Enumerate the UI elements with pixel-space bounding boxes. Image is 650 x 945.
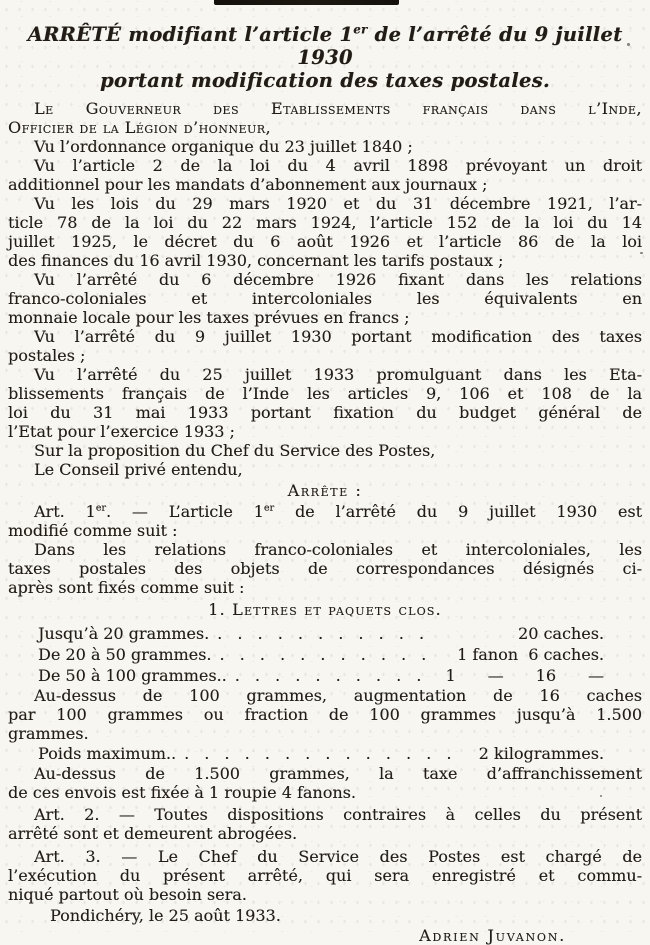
text-line: modifié comme suit : [8, 521, 178, 540]
dot-leader: . . . . . . . . . . . [217, 624, 429, 643]
article-1-intro [8, 540, 642, 597]
text-line: l’exécution du présent arrêté, qui sera enregistré et commu- [8, 866, 642, 885]
tariff-table [38, 623, 604, 686]
recital-paragraph [8, 441, 642, 460]
text-line: Art. 2. — Toutes dispositions contraires à celles du présent [34, 805, 642, 824]
text-line: taxes postales des objets de correspondances désignés ci- [8, 559, 642, 578]
text-line: après sont fixés comme suit : [8, 578, 245, 597]
tariff-value: 2 kilogrammes. [478, 744, 604, 763]
recital-paragraph [8, 194, 642, 270]
tariff-label: De 20 à 50 grammes. [38, 645, 212, 664]
ink-speck [627, 43, 630, 46]
text-line: arrêté sont et demeurent abrogées. [8, 824, 298, 843]
surcharge-note [8, 686, 642, 743]
text-line: postales ; [8, 346, 86, 365]
tariff-row [38, 743, 604, 764]
decree-title-line-1: ARRÊTÉ modifiant l’article 1er de l’arrêté du 9 juillet 1930 [27, 22, 623, 69]
arrete-heading: Arrête : [287, 481, 363, 500]
text-line: Au-dessus de 1.500 grammes, la taxe d’affranchissement [34, 764, 642, 783]
text-line: l’Etat pour l’exercice 1933 ; [8, 422, 235, 441]
decree-title [8, 23, 642, 92]
salutation-line-1: Le Gouverneur des Etablissements français dans l’Inde, [34, 99, 642, 118]
dot-leader: . . . . . . . . . . . . . . [184, 744, 457, 763]
text-line: monnaie locale pour les taxes prévues en francs ; [8, 308, 410, 327]
dot-leader: . . . . . . . . . . . [219, 645, 432, 664]
recitals [8, 137, 642, 479]
ink-speck [600, 795, 602, 797]
text-line: Vu l’article 2 de la loi du 4 avril 1898 prévoyant un droit [34, 156, 642, 175]
recital-paragraph [8, 270, 642, 327]
text-line: franco-coloniales et intercoloniales les équivalents en [8, 289, 642, 308]
ink-speck [640, 252, 643, 254]
dateline: Pondichéry, le 25 août 1933. [50, 906, 281, 925]
text-line: juillet 1925, le décret du 6 août 1926 et l’article 86 de la loi [8, 232, 642, 251]
text-line: Art. 3. — Le Chef du Service des Postes est chargé de [34, 847, 642, 866]
recital-paragraph [8, 156, 642, 194]
text-line: Sur la proposition du Chef du Service des Postes, [34, 441, 436, 460]
text-line: Vu l’ordonnance organique du 23 juillet 1840 ; [34, 137, 413, 156]
cropped-previous-text-artifact [214, 0, 399, 5]
tariff-row [38, 644, 604, 665]
text-line: niqué partout où besoin sera. [8, 885, 247, 904]
text-line: Au-dessus de 100 grammes, augmentation de 16 caches [34, 686, 642, 705]
article-3 [8, 847, 642, 904]
text-line: Dans les relations franco-coloniales et intercoloniales, les [34, 540, 642, 559]
article-1 [8, 502, 642, 540]
tariff-row [38, 623, 604, 644]
tariff-label: Poids maximum.. [38, 744, 177, 763]
dot-leader: . . . . . . . . . . [234, 666, 427, 685]
text-line: blissements français de l’Inde les articles 9, 106 et 108 de la [8, 384, 642, 403]
salutation [8, 99, 642, 137]
text-line: Le Conseil privé entendu, [34, 460, 243, 479]
tariff-row [38, 665, 604, 686]
tariff-value: 1 — 16 — [445, 666, 604, 685]
tariff-label: Jusqu’à 20 grammes. [38, 624, 210, 643]
salutation-line-2: Officier de la Légion d’honneur, [8, 118, 272, 137]
tariff-value: 1 fanon 6 caches. [457, 645, 604, 664]
text-line: Vu l’arrêté du 6 décembre 1926 fixant dans les relations [34, 270, 642, 289]
recital-paragraph [8, 137, 642, 156]
recital-paragraph [8, 327, 642, 365]
article-2 [8, 805, 642, 843]
text-line: additionnel pour les mandats d’abonnement aux journaux ; [8, 175, 488, 194]
text-line: par 100 grammes ou fraction de 100 grammes jusqu’à 1.500 [8, 705, 642, 724]
text-line: Vu l’arrêté du 9 juillet 1930 portant modification des taxes [34, 327, 642, 346]
text-line: Art. 1er. — L’article 1er de l’arrêté du 9 juillet 1930 est [34, 502, 643, 521]
tariff-value: 20 caches. [518, 624, 604, 643]
text-line: loi du 31 mai 1933 portant fixation du budget général de [8, 403, 642, 422]
over-1500-note [8, 764, 642, 802]
section-1-heading: 1. Lettres et paquets clos. [208, 600, 442, 619]
tariff-label: De 50 à 100 grammes.. [38, 666, 227, 685]
decree-title-line-2: portant modification des taxes postales. [100, 69, 550, 92]
text-line: Vu l’arrêté du 25 juillet 1933 promulguant dans les Eta- [34, 365, 642, 384]
recital-paragraph [8, 365, 642, 441]
weight-row-table [38, 743, 604, 764]
text-line: de ces envois est fixée à 1 roupie 4 fanons. [8, 783, 356, 802]
text-line: ticle 78 de la loi du 22 mars 1924, l’article 152 de la loi du 14 [8, 213, 642, 232]
recital-paragraph [8, 460, 642, 479]
text-line: grammes. [8, 724, 89, 743]
signature: Adrien Juvanon. [419, 926, 566, 945]
text-line: Vu les lois du 29 mars 1920 et du 31 décembre 1921, l’ar- [34, 194, 642, 213]
text-line: des finances du 16 avril 1930, concernant les tarifs postaux ; [8, 251, 504, 270]
